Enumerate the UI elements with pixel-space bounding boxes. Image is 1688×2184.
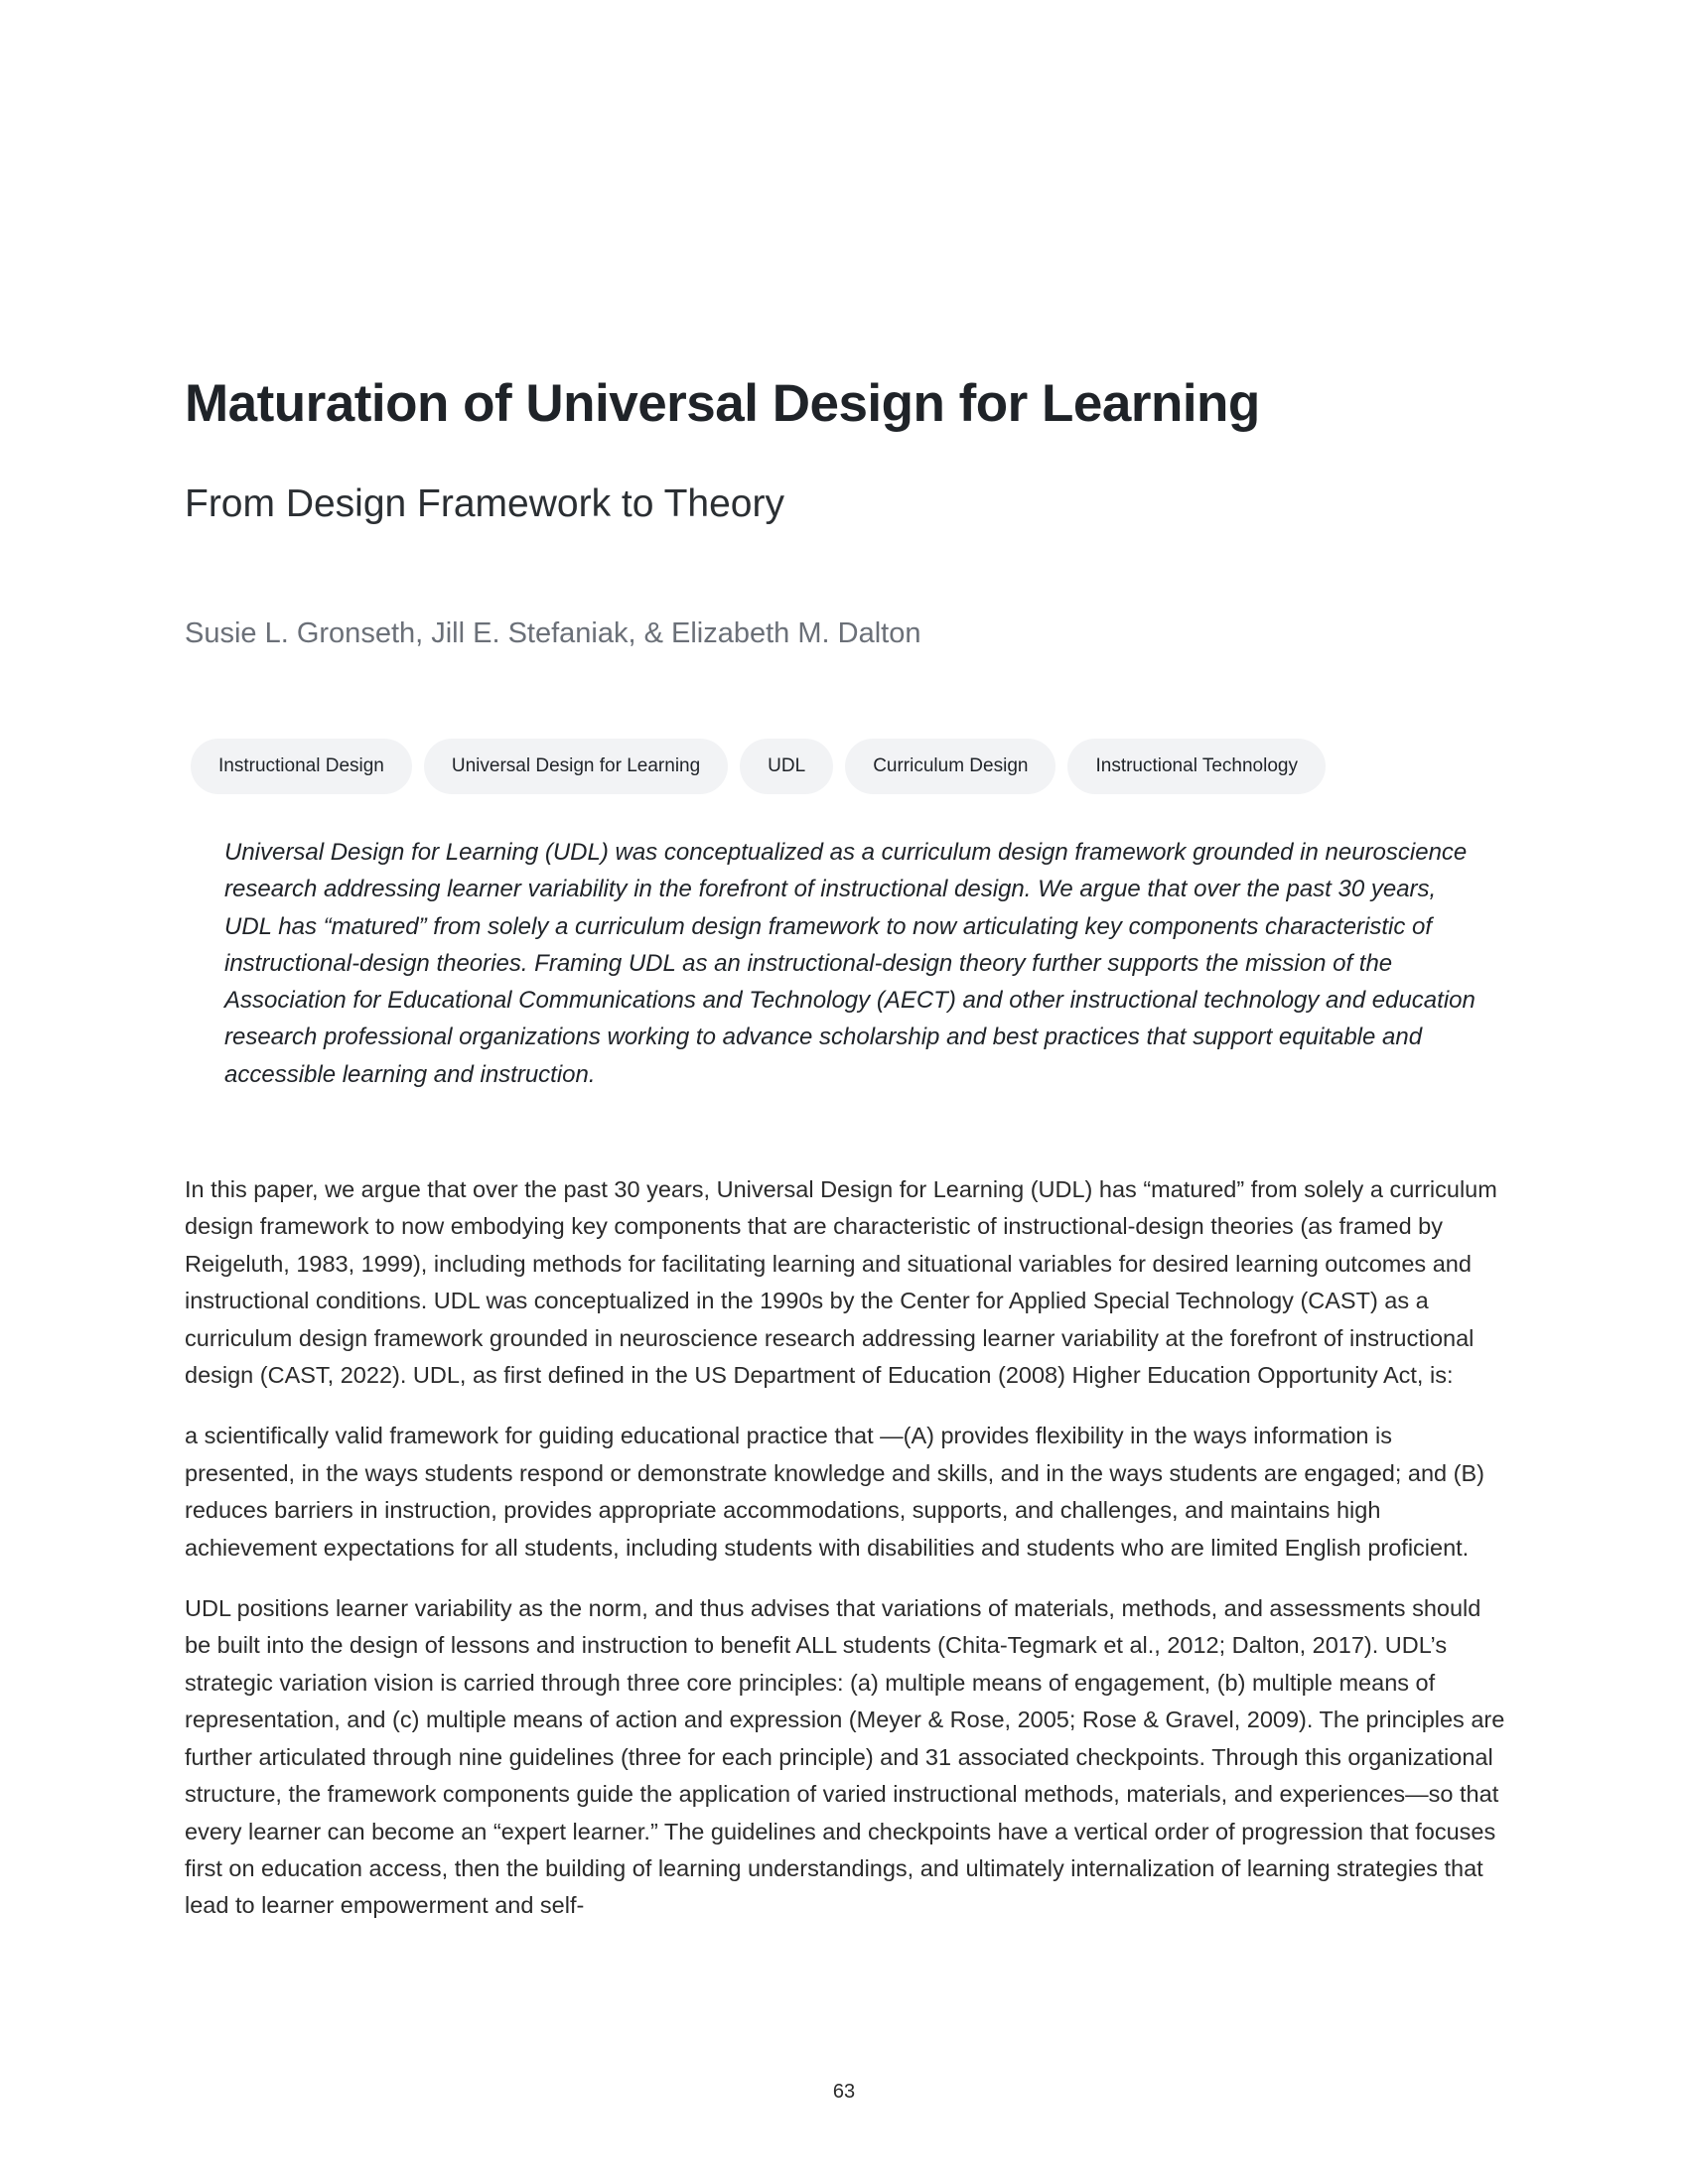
keyword-tag[interactable]: Curriculum Design: [845, 739, 1055, 794]
keyword-tag[interactable]: UDL: [740, 739, 833, 794]
page-subtitle: From Design Framework to Theory: [185, 482, 784, 525]
keyword-tags: [191, 739, 1326, 794]
page-number: 63: [832, 2081, 856, 2103]
body-paragraph: In this paper, we argue that over the past 30 years, Universal Design for Learning (UDL) has “matured” from solely a curriculum design framework to now embodying key components that are characteristic of instructional-design theories (as framed by Reigeluth, 1983, 1999), including methods for facilitating learning and situational variables for desired learning outcomes and instructional conditions. UDL was conceptualized in the 1990s by the Center for Applied Special Technology (CAST) as a curriculum design framework grounded in neuroscience research addressing learner variability at the forefront of instructional design (CAST, 2022). UDL, as first defined in the US Department of Education (2008) Higher Education Opportunity Act, is:: [185, 1176, 1497, 1389]
body-text: [185, 1171, 1505, 1949]
body-paragraph: UDL positions learner variability as the norm, and thus advises that variations of materials, methods, and assessments should be built into the design of lessons and instruction to benefit ALL students (Chita-Tegmark et al., 2012; Dalton, 2017). UDL’s strategic variation vision is carried through three core principles: (a) multiple means of engagement, (b) multiple means of representation, and (c) multiple means of action and expression (Meyer & Rose, 2005; Rose & Gravel, 2009). The principles are further articulated through nine guidelines (three for each principle) and 31 associated checkpoints. Through this organizational structure, the framework components guide the application of varied instructional methods, materials, and experiences—so that every learner can become an “expert learner.” The guidelines and checkpoints have a vertical order of progression that focuses first on education access, then the building of learning understandings, and ultimately internalization of learning strategies that lead to learner empowerment and self-: [185, 1595, 1505, 1919]
keyword-tag[interactable]: Universal Design for Learning: [424, 739, 728, 794]
abstract: Universal Design for Learning (UDL) was conceptualized as a curriculum design framework grounded in neuroscience research addressing learner variability in the forefront of instructional design. We argue that over the past 30 years, UDL has “matured” from solely a curriculum design framework to now articulating key components characteristic of instructional-design theories. Framing UDL as an instructional-design theory further supports the mission of the Association for Educational Communications and Technology (AECT) and other instructional technology and education research professional organizations working to advance scholarship and best practices that support equitable and accessible learning and instruction.: [224, 839, 1476, 1088]
author-list: Susie L. Gronseth, Jill E. Stefaniak, & Elizabeth M. Dalton: [185, 617, 921, 649]
page-title: Maturation of Universal Design for Learning: [185, 374, 1260, 433]
block-quote-paragraph: a scientifically valid framework for guiding educational practice that —(A) provides flexibility in the ways information is presented, in the ways students respond or demonstrate knowledge and skills, and in the ways students are engaged; and (B) reduces barriers in instruction, provides appropriate accommodations, supports, and challenges, and maintains high achievement expectations for all students, including students with disabilities and students who are limited English proficient.: [185, 1423, 1484, 1561]
keyword-tag[interactable]: Instructional Design: [191, 739, 412, 794]
keyword-tag[interactable]: Instructional Technology: [1067, 739, 1326, 794]
